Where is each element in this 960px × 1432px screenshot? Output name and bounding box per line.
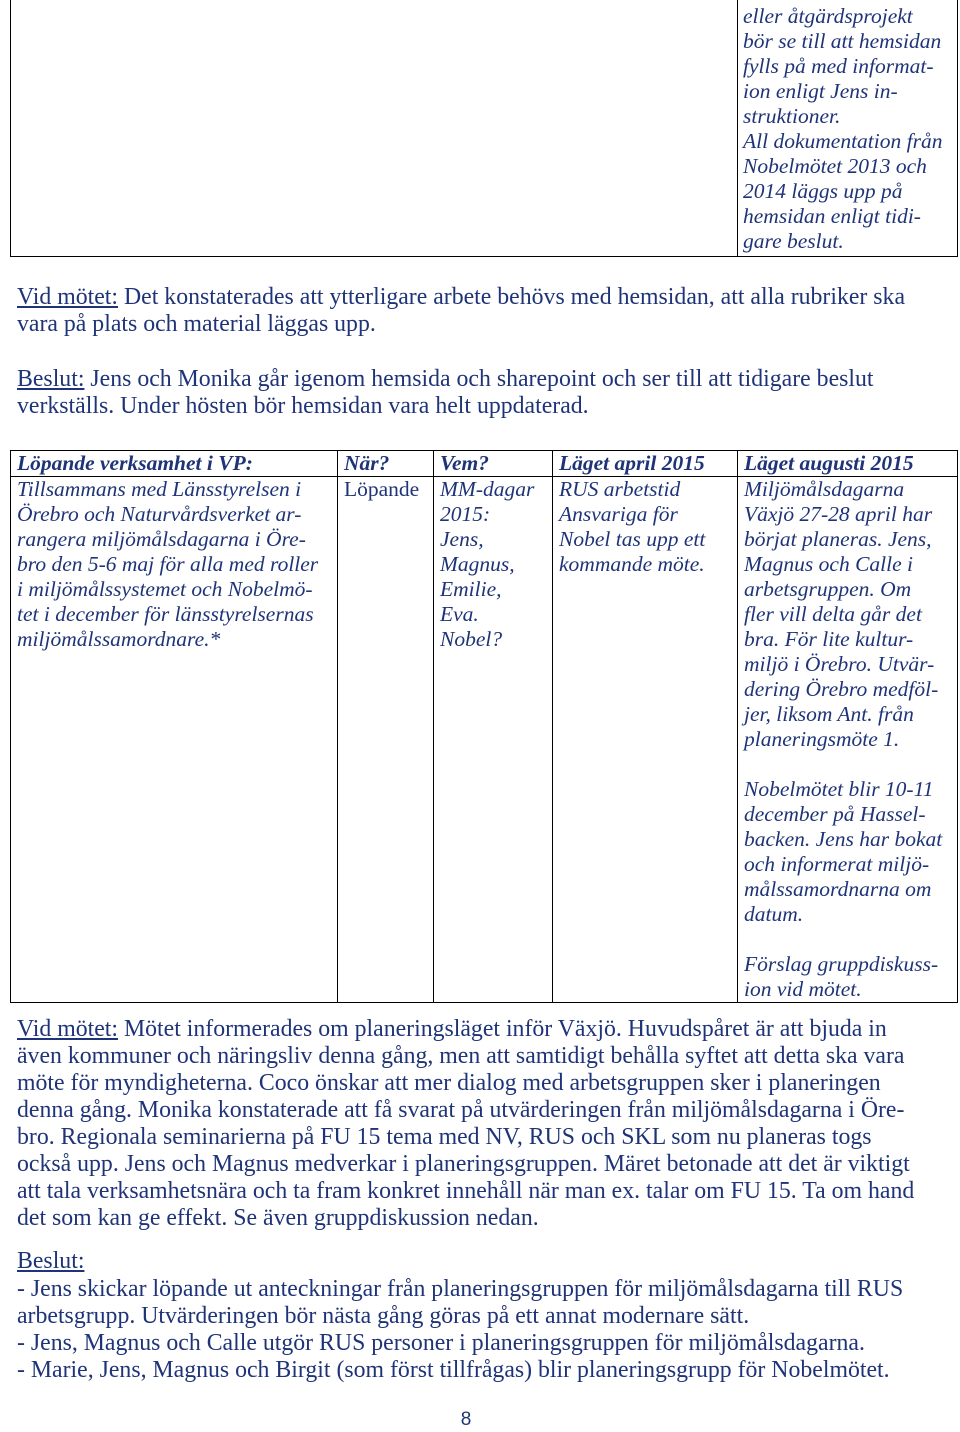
- cell-line: Växjö 27-28 april har: [744, 502, 933, 526]
- cell-line: MM-dagar: [440, 477, 535, 501]
- status-line: fylls på med informat-: [743, 54, 934, 78]
- cell-line: datum.: [744, 902, 804, 926]
- august-paragraph-mm-days: [744, 477, 953, 752]
- beslut-label: Beslut:: [17, 366, 85, 392]
- note-text: Mötet informerades om planeringsläget inför Växjö. Huvudspåret är att bjuda in: [123, 1016, 887, 1042]
- cell-line: Magnus,: [440, 552, 515, 576]
- beslut-label: Beslut:: [17, 1248, 85, 1274]
- cell-line: Magnus och Calle i: [744, 552, 913, 576]
- cell-line: arbetsgruppen. Om: [744, 577, 912, 601]
- header-who: Vem?: [434, 451, 553, 477]
- note-line: även kommuner och näringsliv denna gång, men att samtidigt behålla syftet att detta ska vara: [17, 1043, 905, 1069]
- cell-line: dering Örebro medföl-: [744, 677, 939, 701]
- planning-decision-list: [17, 1276, 903, 1384]
- activity-table: [10, 450, 958, 1003]
- note-line: bro. Regionala seminarierna på FU 15 tema med NV, RUS och SKL som nu planeras togs: [17, 1124, 872, 1150]
- page-number: 8: [460, 1409, 472, 1430]
- status-line: All dokumentation från: [743, 129, 943, 153]
- planning-decision-heading: [17, 1248, 84, 1275]
- cell-line: Tillsammans med Länsstyrelsen i: [17, 477, 302, 501]
- cell-line: bra. För lite kultur-: [744, 627, 914, 651]
- status-line: Nobelmötet 2013 och: [743, 154, 927, 178]
- vid-motet-label: Vid mötet:: [17, 284, 119, 310]
- table-header-row: [11, 451, 958, 477]
- status-line: ion enligt Jens in-: [743, 79, 898, 103]
- continued-table-status-cell: [737, 0, 957, 256]
- cell-line: miljömålssamordnare.*: [17, 627, 221, 651]
- cell-status-august: [738, 477, 958, 1003]
- cell-line: Nobelmötet blir 10-11: [744, 777, 934, 801]
- continued-table-empty-cell: [11, 0, 737, 256]
- decision-text: Jens och Monika går igenom hemsida och sharepoint och ser till att tidigare beslut: [90, 366, 874, 392]
- cell-line: bro den 5-6 maj för alla med roller: [17, 552, 319, 576]
- cell-line: planeringsmöte 1.: [744, 727, 900, 751]
- header-when: När?: [338, 451, 434, 477]
- cell-line: tet i december för länsstyrelsernas: [17, 602, 314, 626]
- cell-activity: [11, 477, 338, 1003]
- status-line: struktioner.: [743, 104, 841, 128]
- cell-line: fler vill delta går det: [744, 602, 922, 626]
- cell-line: december på Hassel-: [744, 802, 926, 826]
- list-item: - Jens, Magnus och Calle utgör RUS personer i planeringsgruppen för miljömålsdagarna.: [17, 1330, 865, 1356]
- cell-line: Eva.: [440, 602, 479, 626]
- header-status-april: Läget april 2015: [553, 451, 738, 477]
- cell-line: Löpande: [344, 477, 420, 501]
- note-first-line: [17, 284, 905, 311]
- cell-line: rangera miljömålsdagarna i Öre-: [17, 527, 306, 551]
- status-line: 2014 läggs upp på: [743, 179, 903, 203]
- status-line: eller åtgärdsprojekt: [743, 4, 913, 28]
- cell-line: Förslag gruppdiskuss-: [744, 952, 939, 976]
- table-row: [11, 477, 958, 1003]
- status-line: bör se till att hemsidan: [743, 29, 942, 53]
- decision-first-line: [17, 366, 874, 393]
- note-line: möte för myndigheterna. Coco önskar att mer dialog med arbetsgruppen sker i planeringen: [17, 1070, 881, 1096]
- cell-line: miljö i Örebro. Utvär-: [744, 652, 935, 676]
- planning-meeting-note: [17, 1016, 914, 1232]
- cell-line: RUS arbetstid: [559, 477, 681, 501]
- august-paragraph-nobel: [744, 777, 953, 927]
- cell-line: Nobel?: [440, 627, 503, 651]
- cell-line: Ansvariga för: [559, 502, 678, 526]
- cell-line: backen. Jens har bokat: [744, 827, 943, 851]
- status-line: hemsidan enligt tidi-: [743, 204, 921, 228]
- note-text: Det konstaterades att ytterligare arbete behövs med hemsidan, att alla rubriker ska: [123, 284, 906, 310]
- cell-line: Örebro och Naturvårdsverket ar-: [17, 502, 302, 526]
- vid-motet-label: Vid mötet:: [17, 1016, 119, 1042]
- cell-line: och informerat miljö-: [744, 852, 930, 876]
- header-activity: Löpande verksamhet i VP:: [11, 451, 338, 477]
- cell-who: [434, 477, 553, 1003]
- continued-table: [10, 0, 958, 257]
- note-line: denna gång. Monika konstaterade att få svarat på utvärderingen från miljömålsdagarna i Öre-: [17, 1097, 905, 1123]
- header-status-august: Läget augusti 2015: [738, 451, 958, 477]
- cell-line: Jens,: [440, 527, 484, 551]
- note-line: att tala verksamhetsnära och ta fram konkret innehåll när man ex. talar om FU 15. Ta om hand: [17, 1178, 915, 1204]
- cell-status-april: [553, 477, 738, 1003]
- cell-line: kommande möte.: [559, 552, 705, 576]
- website-meeting-note: [17, 284, 905, 338]
- status-line: gare beslut.: [743, 229, 844, 253]
- list-item-continuation: arbetsgrupp. Utvärderingen bör nästa gång göras på ett annat modernare sätt.: [17, 1303, 750, 1329]
- website-decision: [17, 366, 874, 420]
- cell-line: 2015:: [440, 502, 491, 526]
- cell-line: målssamordnarna om: [744, 877, 932, 901]
- cell-line: Nobel tas upp ett: [559, 527, 706, 551]
- note-line: vara på plats och material läggas upp.: [17, 311, 376, 337]
- list-item: - Marie, Jens, Magnus och Birgit (som först tillfrågas) blir planeringsgrupp för Nobelmötet.: [17, 1357, 890, 1383]
- cell-line: i miljömålssystemet och Nobelmö-: [17, 577, 313, 601]
- cell-line: Emilie,: [440, 577, 502, 601]
- cell-line: ion vid mötet.: [744, 977, 862, 1001]
- list-item: - Jens skickar löpande ut anteckningar från planeringsgruppen för miljömålsdagarna till RUS: [17, 1276, 904, 1302]
- cell-line: börjat planeras. Jens,: [744, 527, 932, 551]
- decision-heading-line: [17, 1248, 84, 1275]
- decision-line: verkställs. Under hösten bör hemsidan vara helt uppdaterad.: [17, 393, 589, 419]
- august-paragraph-group-discussion: [744, 952, 953, 1002]
- note-line: det som kan ge effekt. Se även gruppdiskussion nedan.: [17, 1205, 539, 1231]
- cell-line: Miljömålsdagarna: [744, 477, 905, 501]
- cell-when: [338, 477, 434, 1003]
- note-first-line: [17, 1016, 914, 1043]
- note-line: också upp. Jens och Magnus medverkar i planeringsgruppen. Märet betonade att det är viktigt: [17, 1151, 910, 1177]
- cell-line: jer, liksom Ant. från: [744, 702, 914, 726]
